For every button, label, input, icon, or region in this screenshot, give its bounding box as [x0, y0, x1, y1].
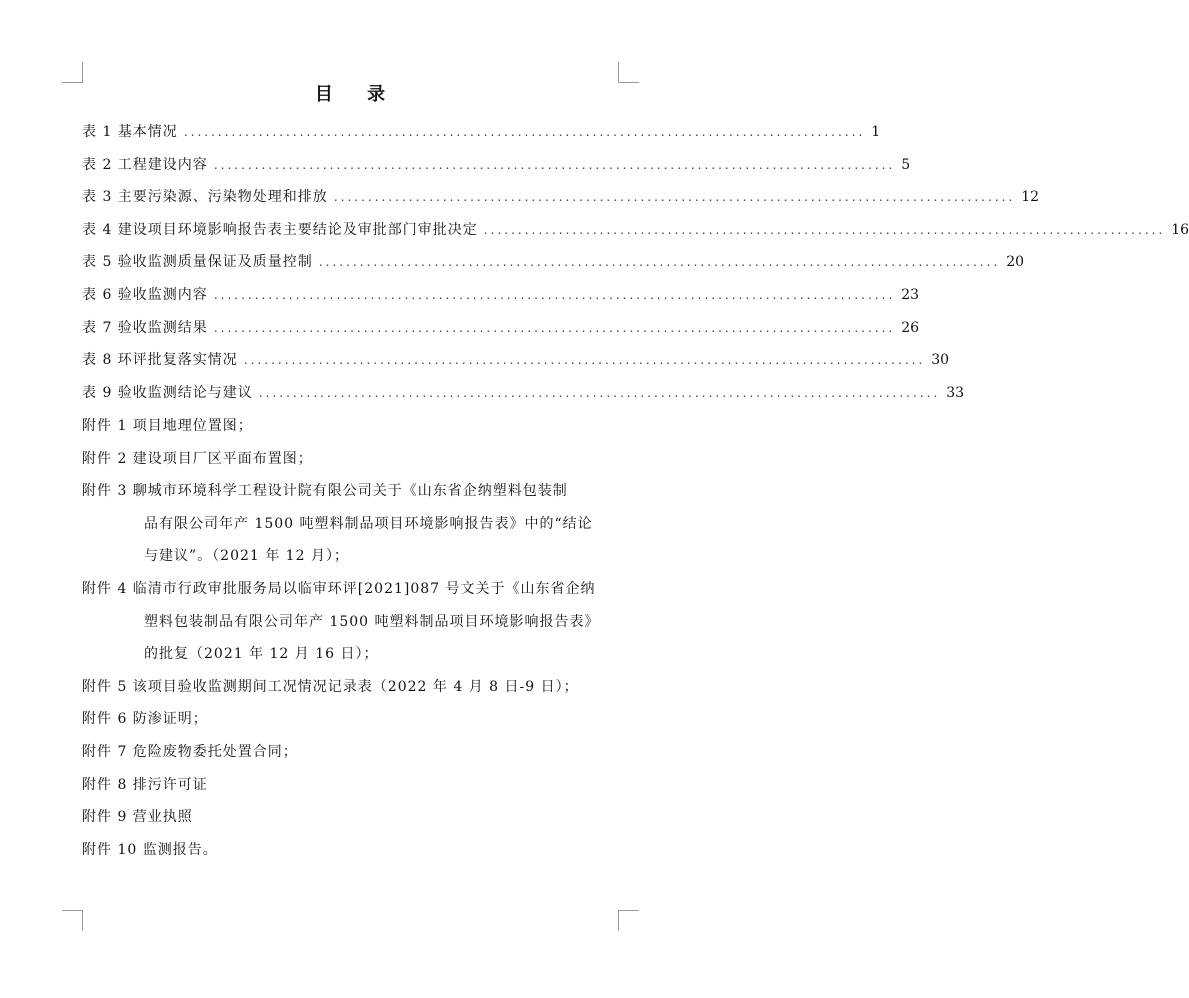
attachment-item: 附件 10 监测报告。: [82, 841, 218, 858]
attachment-line: 塑料包装制品有限公司年产 1500 吨塑料制品项目环境影响报告表》: [144, 613, 600, 630]
toc-entry-label: 表 4 建设项目环境影响报告表主要结论及审批部门审批决定: [82, 221, 478, 238]
attachment-item: 附件 6 防渗证明；: [82, 711, 208, 728]
attachment-line: 的批复（2021 年 12 月 16 日）；: [144, 646, 379, 663]
attachment-list: [82, 414, 622, 870]
crop-mark-bottom-right: [618, 910, 639, 931]
toc-entry-label: 表 2 工程建设内容: [82, 156, 208, 173]
toc-entry-page: 16: [1171, 221, 1189, 238]
toc-entry-page: 1: [871, 124, 881, 140]
toc-dot-leader: ....................................................................................................: [213, 157, 896, 172]
toc-entry-label: 表 1 基本情况: [82, 124, 178, 140]
toc-entry-page: 12: [1021, 189, 1040, 206]
attachment-item: 附件 1 项目地理位置图；: [82, 418, 253, 434]
toc-entry[interactable]: [82, 185, 1040, 218]
toc-entry-page: 33: [946, 384, 965, 401]
toc-entry-label: 表 8 环评批复落实情况: [82, 352, 238, 369]
toc-dot-leader: ....................................................................................................: [333, 190, 1016, 205]
toc-entry-label: 表 5 验收监测质量保证及质量控制: [82, 254, 313, 271]
attachment-item: [82, 479, 622, 577]
attachment-line: 附件 4 临清市行政审批服务局以临审环评[2021]087 号文关于《山东省企纳: [82, 580, 596, 597]
toc-entry-page: 23: [901, 286, 920, 303]
toc-entry[interactable]: [82, 120, 881, 153]
toc-entry[interactable]: [82, 316, 920, 349]
table-of-contents: [82, 120, 1189, 413]
toc-entry-page: 5: [901, 156, 911, 173]
attachment-line: 与建议”。（2021 年 12 月）；: [144, 548, 349, 565]
toc-entry-page: 20: [1006, 254, 1025, 271]
toc-entry[interactable]: [82, 153, 911, 186]
attachment-item: 附件 9 营业执照: [82, 809, 193, 826]
toc-dot-leader: ....................................................................................................: [183, 125, 866, 139]
toc-dot-leader: ....................................................................................................: [213, 320, 896, 335]
toc-entry-page: 26: [901, 319, 920, 336]
toc-entry-label: 表 3 主要污染源、污染物处理和排放: [82, 189, 328, 206]
toc-entry[interactable]: [82, 348, 950, 381]
toc-dot-leader: ....................................................................................................: [258, 385, 941, 400]
toc-entry[interactable]: [82, 381, 965, 414]
attachment-item: 附件 5 该项目验收监测期间工况情况记录表（2022 年 4 月 8 日-9 日）；: [82, 678, 579, 695]
attachment-line: 附件 3 聊城市环境科学工程设计院有限公司关于《山东省企纳塑料包装制: [82, 483, 568, 500]
attachment-item: 附件 2 建设项目厂区平面布置图；: [82, 450, 313, 467]
toc-entry-page: 30: [931, 352, 950, 369]
crop-mark-bottom-left: [62, 910, 83, 931]
toc-entry[interactable]: [82, 218, 1189, 251]
toc-dot-leader: ....................................................................................................: [213, 287, 896, 302]
toc-dot-leader: ....................................................................................................: [243, 353, 926, 368]
attachment-line: 品有限公司年产 1500 吨塑料制品项目环境影响报告表》中的“结论: [144, 515, 593, 532]
page-title: 目 录: [314, 84, 400, 105]
attachment-item: 附件 8 排污许可证: [82, 776, 208, 793]
toc-entry-label: 表 6 验收监测内容: [82, 286, 208, 303]
attachment-item: 附件 7 危险废物委托处置合同；: [82, 743, 298, 760]
attachment-item: [82, 577, 622, 675]
toc-dot-leader: ....................................................................................................: [318, 255, 1001, 270]
toc-entry-label: 表 9 验收监测结论与建议: [82, 384, 253, 401]
toc-dot-leader: ....................................................................................................: [483, 222, 1166, 237]
toc-entry[interactable]: [82, 283, 920, 316]
toc-entry[interactable]: [82, 250, 1025, 283]
toc-entry-label: 表 7 验收监测结果: [82, 319, 208, 336]
